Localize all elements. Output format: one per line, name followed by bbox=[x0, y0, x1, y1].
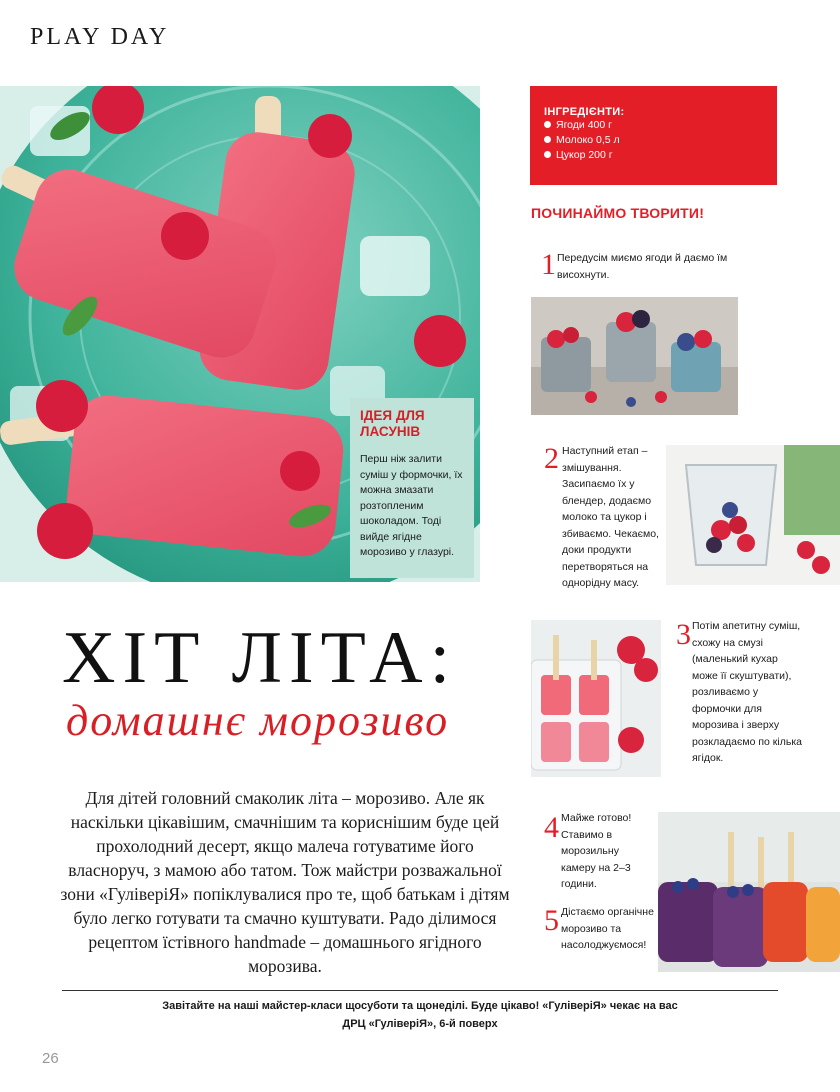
step-text: Потім апетитну суміш, схожу на смузі (маленький кухар може її скуштувати), розливаємо у формочки для морозива і зверху розкладаємо по кілька ягідок. bbox=[692, 620, 802, 764]
bullet-icon bbox=[544, 151, 551, 158]
steps-title: ПОЧИНАЙМО ТВОРИТИ! bbox=[531, 205, 705, 221]
ingredient-item: Молоко 0,5 л bbox=[544, 133, 763, 148]
idea-box bbox=[350, 398, 474, 578]
step-number: 4 bbox=[544, 811, 559, 844]
step-number: 2 bbox=[544, 442, 559, 475]
step-number: 3 bbox=[676, 618, 691, 651]
idea-title: ІДЕЯ ДЛЯ ЛАСУНІВ bbox=[360, 408, 425, 439]
idea-text: Перш ніж залити суміш у формочки, їх можна змазати розтопленим шоколадом. Тоді вийде ягідне морозиво у глазурі. bbox=[360, 453, 463, 558]
step-text: Дістаємо органічне морозиво та насолоджуємося! bbox=[561, 906, 654, 951]
step-number: 5 bbox=[544, 904, 559, 937]
molds-photo bbox=[531, 620, 661, 777]
section-title: PLAY DAY bbox=[30, 24, 170, 50]
frozen-popsicles-illustration bbox=[658, 812, 840, 972]
ingredient-item: Цукор 200 г bbox=[544, 148, 763, 163]
frozen-popsicles-photo bbox=[658, 812, 840, 972]
article-body: Для дітей головний смаколик літа – морозиво. Але як наскільки цікавішим, смачнішим та кориснішим буде цей прохолодний десерт, якщо малеча готуватиме його власноруч, з мамою або татом. Тож майстри розважальної зони «ГуліверіЯ» попіклувалися про те, щоб батькам і дітям було легко готувати та смачно куштувати. Радо ділимося рецептом їстівного handmade – домашнього ягідного морозива. bbox=[60, 788, 510, 976]
step-number: 1 bbox=[541, 248, 556, 281]
molds-illustration bbox=[531, 620, 661, 777]
step-text: Наступний етап – змішування. Засипаємо їх у блендер, додаємо молоко та цукор і збиваємо. Чекаємо, доки продукти перетворяться на однорідну масу. bbox=[562, 445, 659, 589]
ingredients-title: ІНГРЕДІЄНТИ: bbox=[544, 106, 625, 118]
footer-note: Завітайте на наші майстер-класи щосуботи та щонеділі. Буде цікаво! «ГуліверіЯ» чекає на вас ДРЦ «ГуліверіЯ», 6-й поверх bbox=[162, 1000, 678, 1030]
ingredients-box bbox=[530, 86, 777, 185]
divider bbox=[62, 990, 778, 991]
bullet-icon bbox=[544, 121, 551, 128]
berries-illustration bbox=[531, 297, 738, 415]
step-text: Передусім миємо ягоди й даємо їм висохнути. bbox=[557, 252, 728, 281]
blender-photo bbox=[666, 445, 840, 585]
bullet-icon bbox=[544, 136, 551, 143]
step-text: Майже готово! Ставимо в морозильну камеру на 2–3 години. bbox=[561, 812, 632, 890]
berries-photo bbox=[531, 297, 738, 415]
article-title: ХІТ ЛІТА: bbox=[62, 617, 458, 699]
blender-illustration bbox=[666, 445, 840, 585]
article-subtitle: домашнє морозиво bbox=[66, 696, 450, 745]
ingredient-item: Ягоди 400 г bbox=[544, 118, 763, 133]
page-number: 26 bbox=[42, 1050, 59, 1067]
